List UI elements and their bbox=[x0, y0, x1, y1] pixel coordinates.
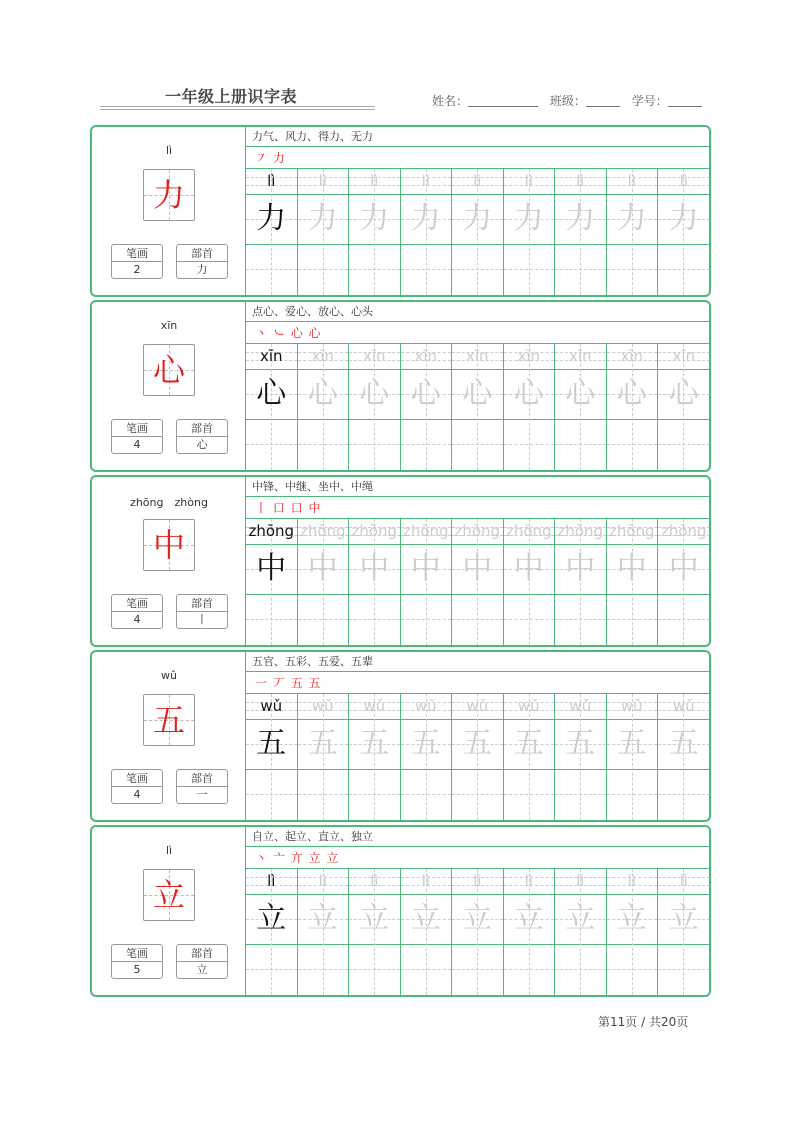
practice-cell[interactable] bbox=[452, 694, 504, 820]
practice-char: 力 bbox=[668, 201, 699, 236]
practice-pinyin: wǔ bbox=[466, 697, 489, 715]
character-info bbox=[92, 302, 246, 470]
practice-char: 立 bbox=[668, 901, 699, 936]
practice-cell[interactable] bbox=[504, 344, 556, 470]
practice-pinyin: lì bbox=[524, 172, 533, 190]
word-list: 自立、起立、直立、独立 bbox=[246, 827, 709, 847]
stroke-step: 心 bbox=[308, 326, 322, 340]
practice-cell[interactable] bbox=[555, 869, 607, 995]
practice-cell[interactable] bbox=[401, 694, 453, 820]
stroke-step: 丶 bbox=[255, 851, 269, 865]
practice-cell[interactable] bbox=[298, 869, 350, 995]
stroke-count-box bbox=[111, 244, 163, 279]
character-pinyin: zhōng zhòng bbox=[130, 496, 208, 509]
practice-cell[interactable] bbox=[349, 519, 401, 645]
practice-grid bbox=[246, 869, 709, 995]
practice-cell[interactable] bbox=[246, 694, 298, 820]
character-pinyin: lì bbox=[165, 844, 173, 857]
practice-cell[interactable] bbox=[504, 694, 556, 820]
practice-pinyin: lì bbox=[679, 872, 688, 890]
page-header bbox=[100, 84, 710, 114]
practice-char: 中 bbox=[307, 551, 338, 586]
practice-cell[interactable] bbox=[246, 519, 298, 645]
stroke-count-label: 笔画 bbox=[112, 945, 162, 962]
word-list: 力气、风力、得力、无力 bbox=[246, 127, 709, 147]
practice-char: 五 bbox=[359, 726, 390, 761]
practice-pinyin: lì bbox=[421, 872, 430, 890]
practice-char: 中 bbox=[410, 551, 441, 586]
stroke-count-label: 笔画 bbox=[112, 770, 162, 787]
practice-cell[interactable] bbox=[349, 694, 401, 820]
word-list: 五官、五彩、五爱、五辈 bbox=[246, 652, 709, 672]
practice-char: 中 bbox=[565, 551, 596, 586]
practice-char: 立 bbox=[616, 901, 647, 936]
page-title: 一年级上册识字表 bbox=[165, 87, 298, 106]
practice-char: 中 bbox=[256, 551, 287, 586]
practice-char: 力 bbox=[410, 201, 441, 236]
practice-pinyin: wǔ bbox=[569, 697, 592, 715]
practice-cell[interactable] bbox=[504, 519, 556, 645]
practice-char: 立 bbox=[462, 901, 493, 936]
character-info bbox=[92, 127, 246, 295]
stroke-step: 心 bbox=[290, 326, 304, 340]
practice-pinyin: lì bbox=[576, 872, 585, 890]
practice-pinyin: lì bbox=[267, 172, 276, 190]
character: 五 bbox=[152, 701, 185, 739]
stroke-count-value: 4 bbox=[133, 438, 141, 451]
practice-char: 力 bbox=[462, 201, 493, 236]
character-info bbox=[92, 477, 246, 645]
practice-char: 心 bbox=[307, 376, 338, 411]
practice-pinyin: xīn bbox=[259, 347, 283, 365]
practice-char: 力 bbox=[616, 201, 647, 236]
character-card bbox=[90, 825, 711, 997]
practice-char: 五 bbox=[616, 726, 647, 761]
stroke-step: 立 bbox=[308, 851, 322, 865]
practice-pinyin: xīn bbox=[620, 347, 644, 365]
practice-pinyin: wǔ bbox=[311, 697, 334, 715]
stroke-step: 五 bbox=[308, 676, 322, 690]
practice-pinyin: wǔ bbox=[363, 697, 386, 715]
practice-cell[interactable] bbox=[401, 869, 453, 995]
practice-cell[interactable] bbox=[658, 169, 710, 295]
practice-cell[interactable] bbox=[658, 869, 710, 995]
practice-cell[interactable] bbox=[452, 869, 504, 995]
radical-value: 力 bbox=[196, 263, 208, 276]
practice-cell[interactable] bbox=[658, 694, 710, 820]
practice-pinyin: xīn bbox=[465, 347, 489, 365]
practice-pinyin: xīn bbox=[568, 347, 592, 365]
practice-cell[interactable] bbox=[298, 519, 350, 645]
title-underline bbox=[100, 106, 375, 107]
practice-char: 心 bbox=[256, 376, 287, 411]
radical-box bbox=[176, 769, 228, 804]
practice-pinyin: lì bbox=[267, 872, 276, 890]
character-card bbox=[90, 475, 711, 647]
practice-pinyin: lì bbox=[679, 172, 688, 190]
practice-pinyin: zhōng bbox=[299, 522, 346, 540]
radical-box bbox=[176, 594, 228, 629]
practice-cell[interactable] bbox=[555, 344, 607, 470]
practice-cell[interactable] bbox=[607, 344, 659, 470]
practice-pinyin: lì bbox=[576, 172, 585, 190]
practice-pinyin: wǔ bbox=[620, 697, 643, 715]
practice-char: 心 bbox=[513, 376, 544, 411]
radical-box bbox=[176, 419, 228, 454]
character-pinyin: xīn bbox=[160, 319, 178, 332]
radical-value: 立 bbox=[196, 963, 208, 976]
stroke-step: 丆 bbox=[272, 676, 286, 690]
name-field[interactable]: 姓名： bbox=[432, 92, 538, 109]
practice-cell[interactable] bbox=[452, 519, 504, 645]
radical-label: 部首 bbox=[177, 245, 227, 262]
stroke-order bbox=[246, 147, 709, 169]
stroke-step: 口 bbox=[290, 501, 304, 515]
practice-cell[interactable] bbox=[349, 169, 401, 295]
practice-pinyin: lì bbox=[421, 172, 430, 190]
character-box bbox=[143, 694, 195, 746]
practice-char: 五 bbox=[513, 726, 544, 761]
practice-cell[interactable] bbox=[607, 694, 659, 820]
practice-cell[interactable] bbox=[246, 169, 298, 295]
practice-pinyin: lì bbox=[627, 172, 636, 190]
practice-cell[interactable] bbox=[607, 519, 659, 645]
practice-char: 力 bbox=[513, 201, 544, 236]
practice-pinyin: lì bbox=[524, 872, 533, 890]
page-number: 第11页 / 共20页 bbox=[598, 1015, 689, 1029]
character: 中 bbox=[152, 526, 185, 564]
stroke-count-value: 5 bbox=[133, 963, 141, 976]
stroke-step: ㇃ bbox=[272, 326, 286, 340]
stroke-step: ㇇ bbox=[255, 151, 269, 165]
practice-cell[interactable] bbox=[246, 869, 298, 995]
practice-pinyin: zhōng bbox=[454, 522, 501, 540]
practice-char: 力 bbox=[256, 201, 287, 236]
practice-cell[interactable] bbox=[401, 344, 453, 470]
practice-cell[interactable] bbox=[298, 344, 350, 470]
character-box bbox=[143, 869, 195, 921]
practice-char: 心 bbox=[565, 376, 596, 411]
character: 心 bbox=[152, 351, 185, 389]
practice-cell[interactable] bbox=[298, 694, 350, 820]
stroke-count-value: 4 bbox=[133, 613, 141, 626]
word-list: 中锋、中继、坐中、中绳 bbox=[246, 477, 709, 497]
practice-pinyin: wǔ bbox=[672, 697, 695, 715]
practice-cell[interactable] bbox=[658, 519, 710, 645]
practice-char: 力 bbox=[359, 201, 390, 236]
practice-pinyin: zhōng bbox=[351, 522, 398, 540]
practice-pinyin: wǔ bbox=[517, 697, 540, 715]
radical-label: 部首 bbox=[177, 420, 227, 437]
practice-cell[interactable] bbox=[607, 169, 659, 295]
radical-box bbox=[176, 944, 228, 979]
practice-pinyin: xīn bbox=[517, 347, 541, 365]
practice-pinyin: lì bbox=[627, 872, 636, 890]
practice-char: 立 bbox=[565, 901, 596, 936]
practice-char: 五 bbox=[462, 726, 493, 761]
practice-char: 立 bbox=[256, 901, 287, 936]
practice-char: 五 bbox=[668, 726, 699, 761]
practice-area bbox=[246, 302, 709, 470]
character-card bbox=[90, 300, 711, 472]
stroke-step: 五 bbox=[290, 676, 304, 690]
practice-cell[interactable] bbox=[555, 519, 607, 645]
stroke-count-label: 笔画 bbox=[112, 595, 162, 612]
practice-pinyin: zhōng bbox=[660, 522, 707, 540]
practice-cell[interactable] bbox=[504, 169, 556, 295]
stroke-step: 中 bbox=[308, 501, 322, 515]
character-box bbox=[143, 519, 195, 571]
practice-pinyin: wǔ bbox=[414, 697, 437, 715]
practice-char: 力 bbox=[307, 201, 338, 236]
practice-cell[interactable] bbox=[504, 869, 556, 995]
practice-char: 中 bbox=[616, 551, 647, 586]
practice-grid bbox=[246, 519, 709, 645]
practice-pinyin: xīn bbox=[362, 347, 386, 365]
stroke-step: 力 bbox=[272, 151, 286, 165]
class-blank[interactable] bbox=[586, 95, 620, 107]
character-box bbox=[143, 344, 195, 396]
stroke-count-box bbox=[111, 769, 163, 804]
stroke-step: 丶 bbox=[255, 326, 269, 340]
radical-value: 心 bbox=[196, 438, 208, 451]
practice-char: 五 bbox=[256, 726, 287, 761]
stroke-count-value: 4 bbox=[133, 788, 141, 801]
stroke-count-box bbox=[111, 944, 163, 979]
stroke-order bbox=[246, 847, 709, 869]
practice-char: 立 bbox=[307, 901, 338, 936]
practice-pinyin: lì bbox=[473, 872, 482, 890]
practice-cell[interactable] bbox=[555, 169, 607, 295]
radical-label: 部首 bbox=[177, 770, 227, 787]
practice-pinyin: lì bbox=[370, 172, 379, 190]
practice-grid bbox=[246, 169, 709, 295]
practice-area bbox=[246, 127, 709, 295]
stroke-step: 口 bbox=[272, 501, 286, 515]
character-card bbox=[90, 125, 711, 297]
stroke-count-box bbox=[111, 594, 163, 629]
practice-char: 心 bbox=[462, 376, 493, 411]
student-no-field[interactable]: 学号： bbox=[632, 92, 702, 109]
practice-char: 立 bbox=[410, 901, 441, 936]
practice-char: 五 bbox=[307, 726, 338, 761]
word-list: 点心、爱心、放心、心头 bbox=[246, 302, 709, 322]
character: 立 bbox=[152, 876, 185, 914]
stroke-order bbox=[246, 672, 709, 694]
stroke-order bbox=[246, 322, 709, 344]
student-info bbox=[432, 92, 710, 109]
practice-char: 中 bbox=[359, 551, 390, 586]
radical-box bbox=[176, 244, 228, 279]
radical-value: 丨 bbox=[196, 613, 208, 626]
stroke-step: 亣 bbox=[290, 851, 304, 865]
student-no-blank[interactable] bbox=[668, 95, 702, 107]
practice-pinyin: xīn bbox=[311, 347, 335, 365]
practice-char: 心 bbox=[668, 376, 699, 411]
stroke-step: 亠 bbox=[272, 851, 286, 865]
class-field[interactable]: 班级： bbox=[550, 92, 620, 109]
stroke-step: 一 bbox=[255, 676, 269, 690]
practice-grid bbox=[246, 694, 709, 820]
practice-pinyin: zhōng bbox=[505, 522, 552, 540]
practice-cell[interactable] bbox=[555, 694, 607, 820]
practice-cell[interactable] bbox=[298, 169, 350, 295]
practice-cell[interactable] bbox=[349, 344, 401, 470]
character-pinyin: wǔ bbox=[161, 669, 177, 682]
practice-cell[interactable] bbox=[246, 344, 298, 470]
character-box bbox=[143, 169, 195, 221]
practice-char: 五 bbox=[410, 726, 441, 761]
practice-char: 五 bbox=[565, 726, 596, 761]
practice-cell[interactable] bbox=[452, 344, 504, 470]
practice-char: 心 bbox=[410, 376, 441, 411]
practice-pinyin: lì bbox=[370, 872, 379, 890]
radical-value: 一 bbox=[196, 788, 208, 801]
character-info bbox=[92, 652, 246, 820]
practice-pinyin: zhōng bbox=[402, 522, 449, 540]
practice-char: 力 bbox=[565, 201, 596, 236]
practice-cell[interactable] bbox=[658, 344, 710, 470]
practice-area bbox=[246, 827, 709, 995]
practice-char: 中 bbox=[462, 551, 493, 586]
practice-cell[interactable] bbox=[401, 169, 453, 295]
radical-label: 部首 bbox=[177, 945, 227, 962]
practice-char: 中 bbox=[668, 551, 699, 586]
radical-label: 部首 bbox=[177, 595, 227, 612]
stroke-count-label: 笔画 bbox=[112, 245, 162, 262]
stroke-count-label: 笔画 bbox=[112, 420, 162, 437]
character-info bbox=[92, 827, 246, 995]
practice-pinyin: lì bbox=[473, 172, 482, 190]
practice-pinyin: lì bbox=[318, 872, 327, 890]
character-pinyin: lì bbox=[165, 144, 173, 157]
practice-char: 心 bbox=[616, 376, 647, 411]
practice-pinyin: xīn bbox=[672, 347, 696, 365]
practice-cell[interactable] bbox=[607, 869, 659, 995]
practice-grid bbox=[246, 344, 709, 470]
practice-pinyin: xīn bbox=[414, 347, 438, 365]
practice-area bbox=[246, 652, 709, 820]
stroke-order bbox=[246, 497, 709, 519]
practice-pinyin: zhōng bbox=[608, 522, 655, 540]
practice-char: 心 bbox=[359, 376, 390, 411]
title-underline-2 bbox=[100, 109, 375, 110]
character-card bbox=[90, 650, 711, 822]
practice-pinyin: lì bbox=[318, 172, 327, 190]
name-blank[interactable] bbox=[468, 95, 538, 107]
character: 力 bbox=[152, 176, 185, 214]
practice-pinyin: zhōng bbox=[557, 522, 604, 540]
stroke-count-box bbox=[111, 419, 163, 454]
practice-char: 立 bbox=[513, 901, 544, 936]
stroke-count-value: 2 bbox=[133, 263, 141, 276]
stroke-step: 立 bbox=[326, 851, 340, 865]
practice-char: 立 bbox=[359, 901, 390, 936]
practice-cell[interactable] bbox=[349, 869, 401, 995]
practice-cell[interactable] bbox=[401, 519, 453, 645]
practice-char: 中 bbox=[513, 551, 544, 586]
stroke-step: 丨 bbox=[255, 501, 269, 515]
practice-area bbox=[246, 477, 709, 645]
practice-pinyin: wǔ bbox=[260, 697, 283, 715]
practice-pinyin: zhōng bbox=[248, 522, 295, 540]
practice-cell[interactable] bbox=[452, 169, 504, 295]
